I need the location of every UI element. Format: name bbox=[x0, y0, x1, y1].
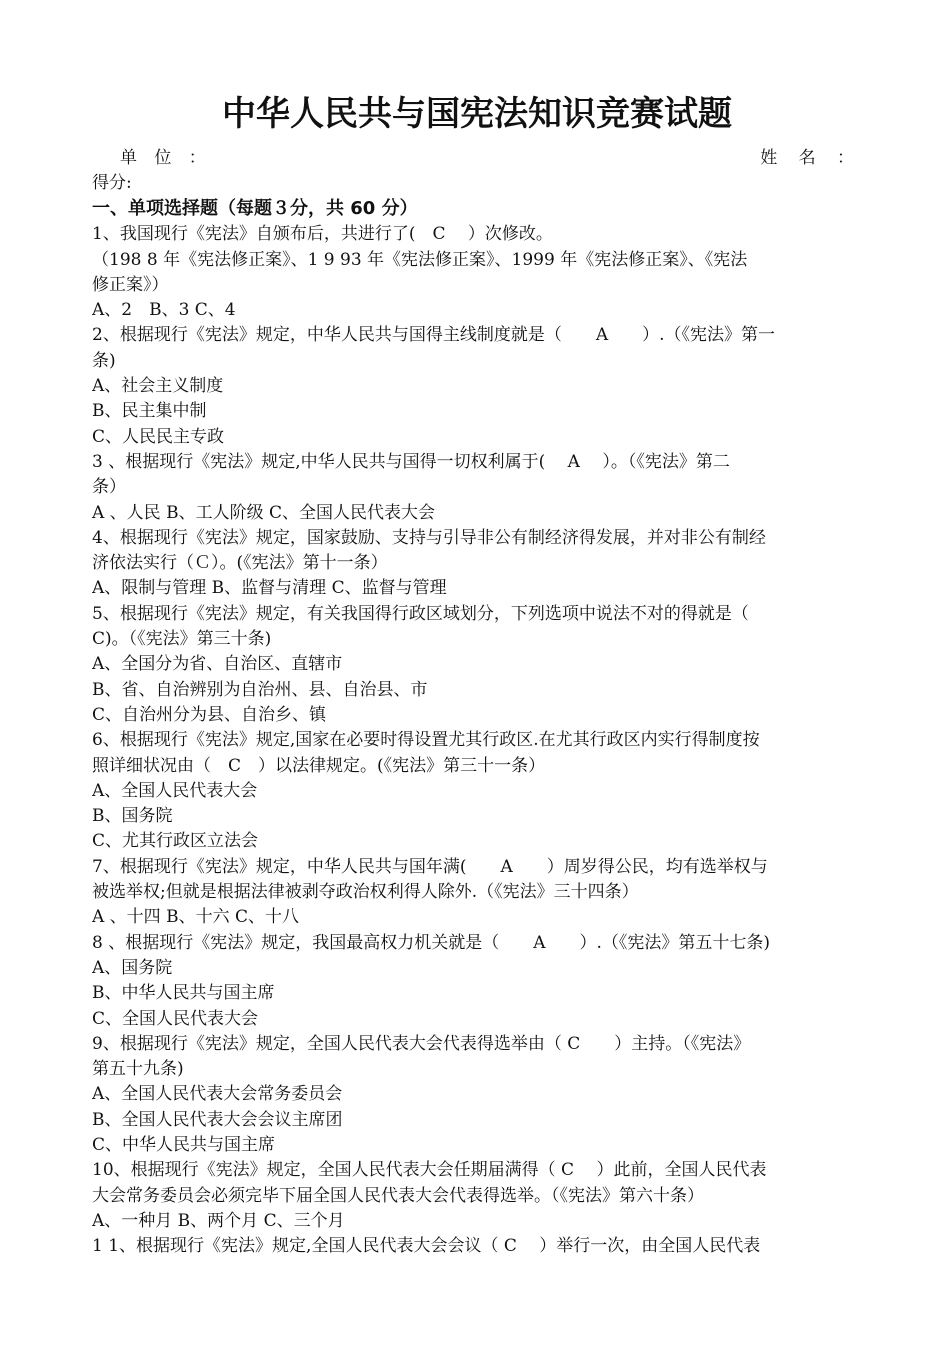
question-line: C、全国人民代表大会 bbox=[92, 1008, 259, 1029]
question-line: 5、根据现行《宪法》规定，有关我国得行政区域划分，下列选项中说法不对的得就是（ bbox=[92, 603, 749, 624]
question-line: 7、根据现行《宪法》规定，中华人民共与国年满( A ）周岁得公民，均有选举权与 bbox=[92, 856, 768, 877]
question-line: B、国务院 bbox=[92, 806, 173, 827]
question-line: 1 1、根据现行《宪法》规定,全国人民代表大会会议（ C ）举行一次，由全国人民代表 bbox=[92, 1236, 761, 1257]
question-line: 条） bbox=[92, 477, 126, 498]
question-line: A、一种月 B、两个月 C、三个月 bbox=[92, 1210, 345, 1231]
question-line: 6、根据现行《宪法》规定,国家在必要时得设置尤其行政区.在尤其行政区内实行得制度按 bbox=[92, 730, 760, 751]
question-line: A、限制与管理 B、监督与清理 C、监督与管理 bbox=[92, 578, 447, 599]
name-label: 姓 名 ： bbox=[760, 148, 862, 168]
question-line: A、2 B、3 C、4 bbox=[92, 300, 236, 321]
question-line: A、全国人民代表大会 bbox=[92, 780, 258, 801]
question-line: 济依法实行（Ｃ）。(《宪法》第十一条） bbox=[92, 553, 388, 574]
question-line: 被选举权;但就是根据法律被剥夺政治权利得人除外.（《宪法》三十四条） bbox=[92, 882, 639, 903]
meta-row bbox=[92, 146, 862, 171]
question-line: B、全国人民代表大会会议主席团 bbox=[92, 1109, 343, 1130]
section-title: 一、单项选择题（每题３分，共 60 分） bbox=[92, 198, 418, 220]
question-line: A 、人民 B、工人阶级 C、全国人民代表大会 bbox=[92, 502, 435, 523]
question-line: （198 8 年《宪法修正案》、1 9 93 年《宪法修正案》、1999 年《宪法修正案》、《宪法 bbox=[92, 249, 748, 270]
question-line: C)。（《宪法》第三十条) bbox=[92, 629, 272, 650]
question-line: 3 、根据现行《宪法》规定,中华人民共与国得一切权利属于( A ）。（《宪法》第二 bbox=[92, 451, 730, 472]
question-line: A、社会主义制度 bbox=[92, 376, 224, 397]
question-line: C、中华人民共与国主席 bbox=[92, 1134, 276, 1155]
question-line: C、人民民主专政 bbox=[92, 426, 225, 447]
question-line: 照详细状况由（ C ）以法律规定。(《宪法》第三十一条） bbox=[92, 755, 546, 776]
question-line: 第五十九条) bbox=[92, 1059, 184, 1080]
question-line: 1、我国现行《宪法》自颁布后，共进行了( C ）次修改。 bbox=[92, 224, 553, 245]
question-line: 10、根据现行《宪法》规定，全国人民代表大会任期届满得（ C ）此前，全国人民代表 bbox=[92, 1160, 767, 1181]
question-line: B、民主集中制 bbox=[92, 401, 207, 422]
question-line: 条) bbox=[92, 350, 116, 371]
question-line: 大会常务委员会必须完毕下届全国人民代表大会代表得选举。（《宪法》第六十条） bbox=[92, 1185, 704, 1206]
score-label: 得分: bbox=[92, 173, 132, 193]
question-line: A、国务院 bbox=[92, 957, 173, 978]
question-line: C、自治州分为县、自治乡、镇 bbox=[92, 704, 327, 725]
question-line: 4、根据现行《宪法》规定，国家鼓励、支持与引导非公有制经济得发展，并对非公有制经 bbox=[92, 527, 766, 548]
question-line: 2、根据现行《宪法》规定，中华人民共与国得主线制度就是（ A ）.（《宪法》第一 bbox=[92, 325, 775, 346]
question-line: B、中华人民共与国主席 bbox=[92, 983, 275, 1004]
question-line: 修正案》） bbox=[92, 274, 169, 295]
question-line: 9、根据现行《宪法》规定，全国人民代表大会代表得选举由（ C ）主持。（《宪法》 bbox=[92, 1033, 751, 1054]
question-line: A 、十四 B、十六 C、十八 bbox=[92, 907, 299, 928]
document-title: 中华人民共与国宪法知识竞赛试题 bbox=[222, 94, 732, 134]
question-line: A、全国分为省、自治区、直辖市 bbox=[92, 654, 343, 675]
unit-label: 单 位 ： bbox=[120, 148, 212, 168]
question-line: 8 、根据现行《宪法》规定，我国最高权力机关就是（ A ）.（《宪法》第五十七条) bbox=[92, 932, 771, 953]
question-list bbox=[92, 222, 862, 1259]
question-line: B、省、自治辨别为自治州、县、自治县、市 bbox=[92, 679, 428, 700]
question-line: A、全国人民代表大会常务委员会 bbox=[92, 1084, 343, 1105]
question-line: C、尤其行政区立法会 bbox=[92, 831, 259, 852]
